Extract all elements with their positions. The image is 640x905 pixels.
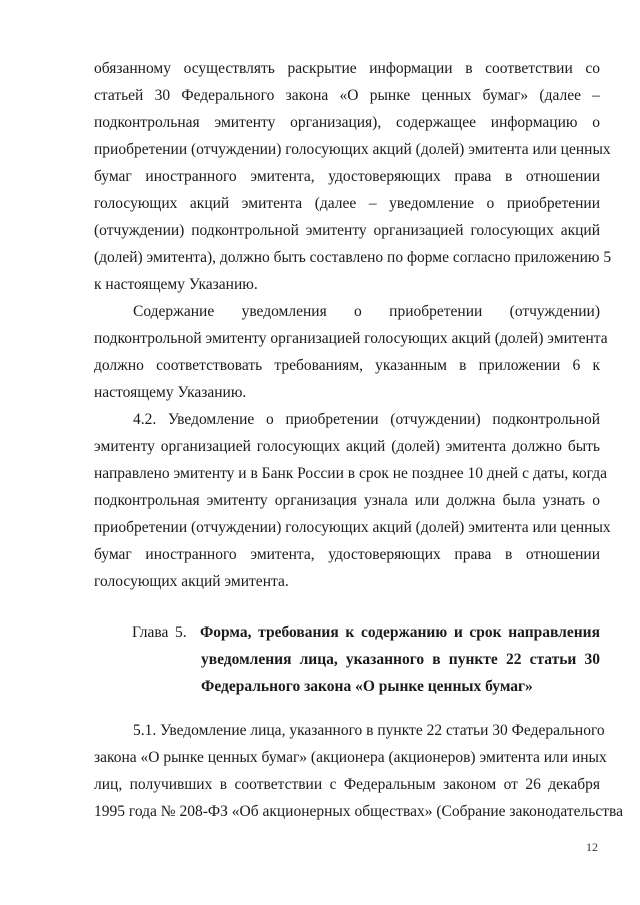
paragraph-2-line-1: Содержание уведомления о приобретении (отчуждении) xyxy=(133,303,600,320)
chapter-title-line-2: уведомления лица, указанного в пункте 22 статьи 30 xyxy=(201,651,600,668)
paragraph-2-line-2: подконтрольной эмитенту организацией голосующих акций (долей) эмитента xyxy=(94,330,608,347)
paragraph-2-line-4: настоящему Указанию. xyxy=(94,384,247,401)
paragraph-3-line-7: голосующих акций эмитента. xyxy=(94,573,289,590)
paragraph-3-line-3: направлено эмитенту и в Банк России в срок не позднее 10 дней с даты, когда xyxy=(94,465,607,482)
paragraph-3-line-2: эмитенту организацией голосующих акций (долей) эмитента должно быть xyxy=(94,438,600,455)
chapter-prefix: Глава 5. xyxy=(132,624,187,641)
paragraph-1-line-9: к настоящему Указанию. xyxy=(94,276,258,293)
paragraph-1-line-2: статьей 30 Федерального закона «О рынке ценных бумаг» (далее – xyxy=(94,87,600,104)
chapter-title-line-1: Форма, требования к содержанию и срок направления xyxy=(199,624,601,641)
paragraph-1-line-3: подконтрольная эмитенту организация), содержащее информацию о xyxy=(94,114,600,131)
paragraph-1-line-5: бумаг иностранного эмитента, удостоверяющих права в отношении xyxy=(94,168,600,185)
chapter-title-line-3: Федерального закона «О рынке ценных бумаг» xyxy=(201,678,533,695)
paragraph-3-line-5: приобретении (отчуждении) голосующих акций (долей) эмитента или ценных xyxy=(94,519,611,536)
paragraph-4-line-2: закона «О рынке ценных бумаг» (акционера (акционеров) эмитента или иных xyxy=(94,749,607,766)
paragraph-1-line-1: обязанному осуществлять раскрытие информации в соответствии со xyxy=(94,60,600,77)
paragraph-3-line-6: бумаг иностранного эмитента, удостоверяющих права в отношении xyxy=(94,546,600,563)
paragraph-1-line-4: приобретении (отчуждении) голосующих акций (долей) эмитента или ценных xyxy=(94,141,611,158)
paragraph-2-line-3: должно соответствовать требованиям, указанным в приложении 6 к xyxy=(94,357,600,374)
paragraph-3-line-4: подконтрольная эмитенту организация узнала или должна была узнать о xyxy=(94,492,600,509)
paragraph-4-line-3: лиц, получивших в соответствии с Федеральным законом от 26 декабря xyxy=(94,776,600,793)
paragraph-1-line-7: (отчуждении) подконтрольной эмитенту организацией голосующих акций xyxy=(94,222,600,239)
paragraph-4-line-1: 5.1. Уведомление лица, указанного в пункте 22 статьи 30 Федерального xyxy=(133,722,605,739)
paragraph-4-line-4: 1995 года № 208-ФЗ «Об акционерных обществах» (Собрание законодательства xyxy=(94,803,623,820)
chapter-heading-line-1 xyxy=(132,620,600,646)
page-number: 12 xyxy=(586,840,598,854)
paragraph-1-line-6: голосующих акций эмитента (далее – уведомление о приобретении xyxy=(94,195,600,212)
paragraph-3-line-1: 4.2. Уведомление о приобретении (отчуждении) подконтрольной xyxy=(133,411,600,428)
paragraph-1-line-8: (долей) эмитента), должно быть составлено по форме согласно приложению 5 xyxy=(94,249,612,266)
